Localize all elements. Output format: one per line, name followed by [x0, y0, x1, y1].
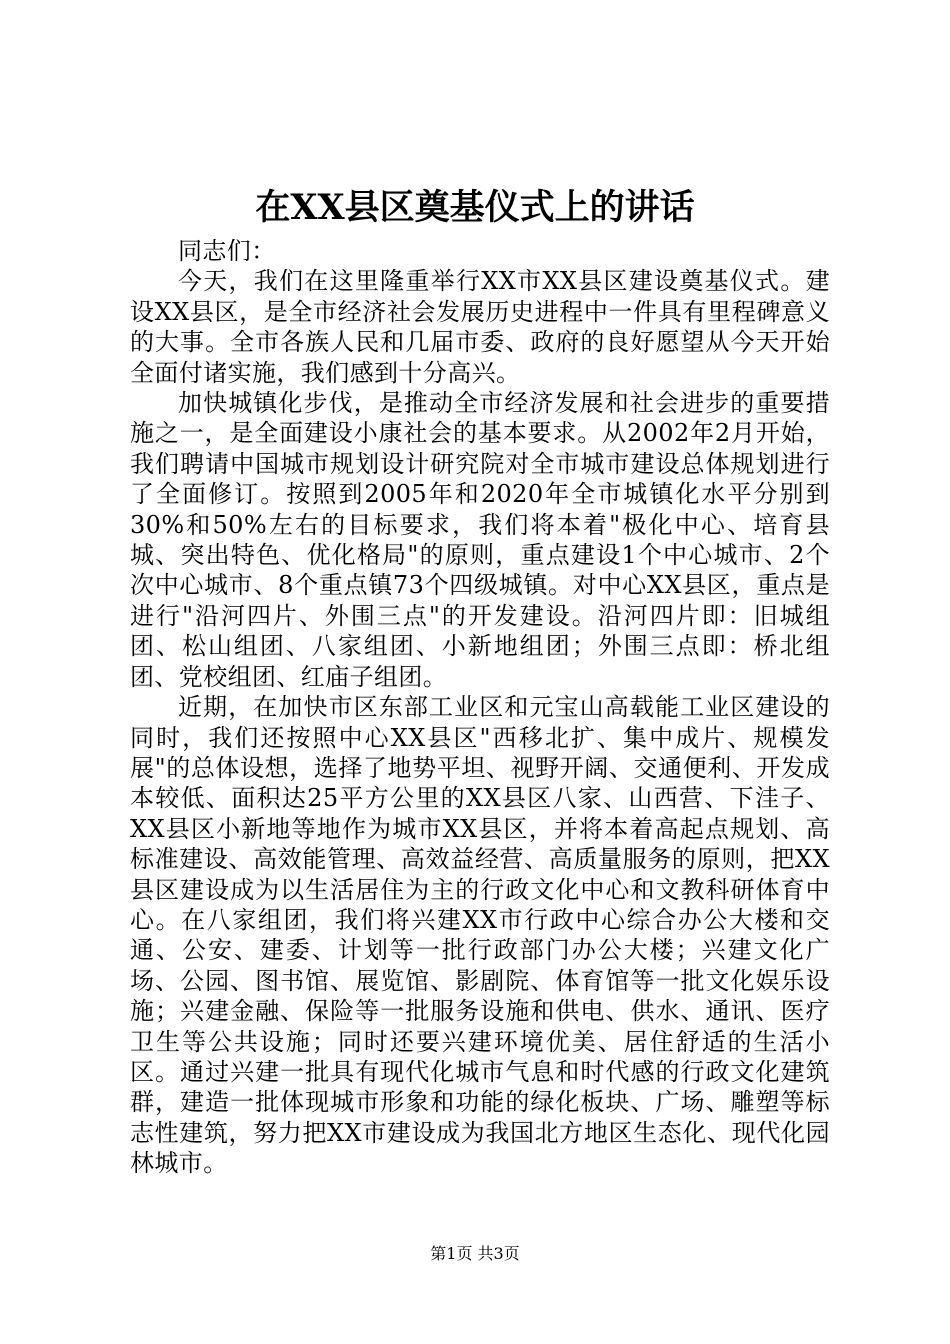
page-number-footer: 第1页 共3页 [430, 1244, 520, 1263]
paragraph-2: 加快城镇化步伐，是推动全市经济发展和社会进步的重要措施之一，是全面建设小康社会的基本要求。从2002年2月开始，我们聘请中国城市规划设计研究院对全市城市建设总体规划进行了全面修订。按照到2005年和2020年全市城镇化水平分别到30%和50%左右的目标要求，我们将本着"极化中心、培育县城、突出特色、优化格局"的原则，重点建设1个中心城市、2个次中心城市、8个重点镇73个四级城镇。对中心XX县区，重点是进行"沿河四片、外围三点"的开发建设。沿河四片即：旧城组团、松山组团、八家组团、小新地组团；外围三点即：桥北组团、党校组团、红庙子组团。 [130, 389, 830, 691]
document-body [130, 236, 830, 1179]
document-title: 在XX县区奠基仪式上的讲话 [255, 187, 695, 228]
paragraph-1: 今天，我们在这里隆重举行XX市XX县区建设奠基仪式。建设XX县区，是全市经济社会发展历史进程中一件具有里程碑意义的大事。全市各族人民和几届市委、政府的良好愿望从今天开始全面付诸实施，我们感到十分高兴。 [130, 267, 830, 387]
paragraph-3: 近期，在加快市区东部工业区和元宝山高载能工业区建设的同时，我们还按照中心XX县区"西移北扩、集中成片、规模发展"的总体设想，选择了地势平坦、视野开阔、交通便利、开发成本较低、面积达25平方公里的XX县区八家、山西营、下洼子、XX县区小新地等地作为城市XX县区，并将本着高起点规划、高标准建设、高效能管理、高效益经营、高质量服务的原则，把XX县区建设成为以生活居住为主的行政文化中心和文教科研体育中心。在八家组团，我们将兴建XX市行政中心综合办公大楼和交通、公安、建委、计划等一批行政部门办公大楼；兴建文化广场、公园、图书馆、展览馆、影剧院、体育馆等一批文化娱乐设施；兴建金融、保险等一批服务设施和供电、供水、通讯、医疗卫生等公共设施；同时还要兴建环境优美、居住舒适的生活小区。通过兴建一批具有现代化城市气息和时代感的行政文化建筑群，建造一批体现城市形象和功能的绿化板块、广场、雕塑等标志性建筑，努力把XX市建设成为我国北方地区生态化、现代化园林城市。 [130, 693, 830, 1178]
salutation: 同志们： [178, 237, 276, 265]
